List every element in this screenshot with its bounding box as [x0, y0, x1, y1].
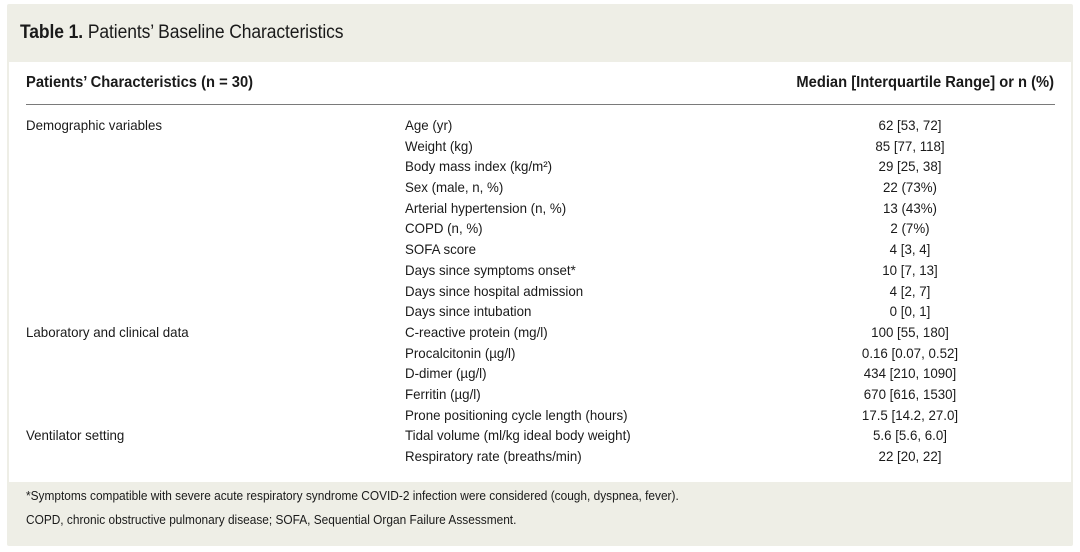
- row-variable: Prone positioning cycle length (hours): [405, 406, 628, 423]
- row-value: 670 [616, 1530]: [863, 385, 957, 402]
- row-value: 62 [53, 72]: [878, 117, 942, 133]
- row-value: 4 [3, 4]: [889, 241, 931, 258]
- row-group-label: Laboratory and clinical data: [26, 323, 189, 340]
- table-row: [0, 178, 1080, 199]
- row-variable: Age (yr): [405, 117, 453, 133]
- row-value: 17.5 [14.2, 27.0]: [861, 406, 959, 423]
- row-variable: SOFA score: [405, 241, 476, 258]
- row-value: 434 [210, 1090]: [863, 365, 957, 382]
- row-value: 100 [55, 180]: [871, 323, 949, 340]
- column-header-characteristics: Patients’ Characteristics (n = 30): [26, 74, 254, 91]
- row-variable: Days since intubation: [405, 303, 532, 320]
- row-group-label: Demographic variables: [26, 117, 163, 133]
- table-row: [0, 323, 1080, 344]
- table-row: [0, 282, 1080, 303]
- table-rows: [0, 116, 1080, 468]
- footnote-symptoms: *Symptoms compatible with severe acute respiratory syndrome COVID-2 infection were considered (cough, dyspnea, fever).: [26, 489, 679, 503]
- header-rule: [26, 104, 1055, 105]
- row-variable: D-dimer (µg/l): [405, 365, 487, 382]
- table-row: [0, 261, 1080, 282]
- row-variable: Procalcitonin (µg/l): [405, 344, 516, 361]
- row-variable: Tidal volume (ml/kg ideal body weight): [405, 427, 631, 444]
- row-variable: COPD (n, %): [405, 220, 483, 237]
- row-value: 22 (73%): [883, 179, 937, 196]
- table-row: [0, 385, 1080, 406]
- table-row: [0, 116, 1080, 137]
- row-variable: Respiratory rate (breaths/min): [405, 448, 582, 464]
- row-value: 22 [20, 22]: [878, 448, 942, 464]
- row-variable: Body mass index (kg/m²): [405, 158, 553, 175]
- table-row: [0, 426, 1080, 447]
- table-row: [0, 157, 1080, 178]
- table-row: [0, 447, 1080, 468]
- row-value: 0.16 [0.07, 0.52]: [861, 344, 959, 361]
- row-value: 29 [25, 38]: [878, 158, 942, 175]
- row-variable: Arterial hypertension (n, %): [405, 199, 567, 216]
- row-value: 5.6 [5.6, 6.0]: [873, 427, 947, 444]
- column-header-median: Median [Interquartile Range] or n (%): [796, 74, 1054, 91]
- table-title: Patients’ Baseline Characteristics: [87, 22, 344, 43]
- row-variable: Sex (male, n, %): [405, 179, 504, 196]
- table-row: [0, 344, 1080, 365]
- row-variable: C-reactive protein (mg/l): [405, 323, 548, 340]
- row-variable: Days since hospital admission: [405, 282, 584, 299]
- row-group-label: Ventilator setting: [26, 427, 125, 444]
- table-number: Table 1.: [20, 22, 84, 43]
- table-caption: [20, 22, 343, 44]
- row-value: 4 [2, 7]: [889, 282, 931, 299]
- table-row: [0, 406, 1080, 427]
- row-value: 0 [0, 1]: [889, 303, 931, 320]
- table-row: [0, 302, 1080, 323]
- table-row: [0, 199, 1080, 220]
- row-variable: Weight (kg): [405, 137, 473, 154]
- table-row: [0, 137, 1080, 158]
- table-row: [0, 240, 1080, 261]
- row-variable: Days since symptoms onset*: [405, 261, 576, 278]
- row-value: 2 (7%): [890, 220, 930, 237]
- row-variable: Ferritin (µg/l): [405, 385, 481, 402]
- table-row: [0, 364, 1080, 385]
- table-row: [0, 219, 1080, 240]
- row-value: 13 (43%): [883, 199, 937, 216]
- row-value: 85 [77, 118]: [875, 137, 945, 154]
- row-value: 10 [7, 13]: [882, 261, 938, 278]
- footnote-abbreviations: COPD, chronic obstructive pulmonary disease; SOFA, Sequential Organ Failure Assessment.: [26, 513, 517, 527]
